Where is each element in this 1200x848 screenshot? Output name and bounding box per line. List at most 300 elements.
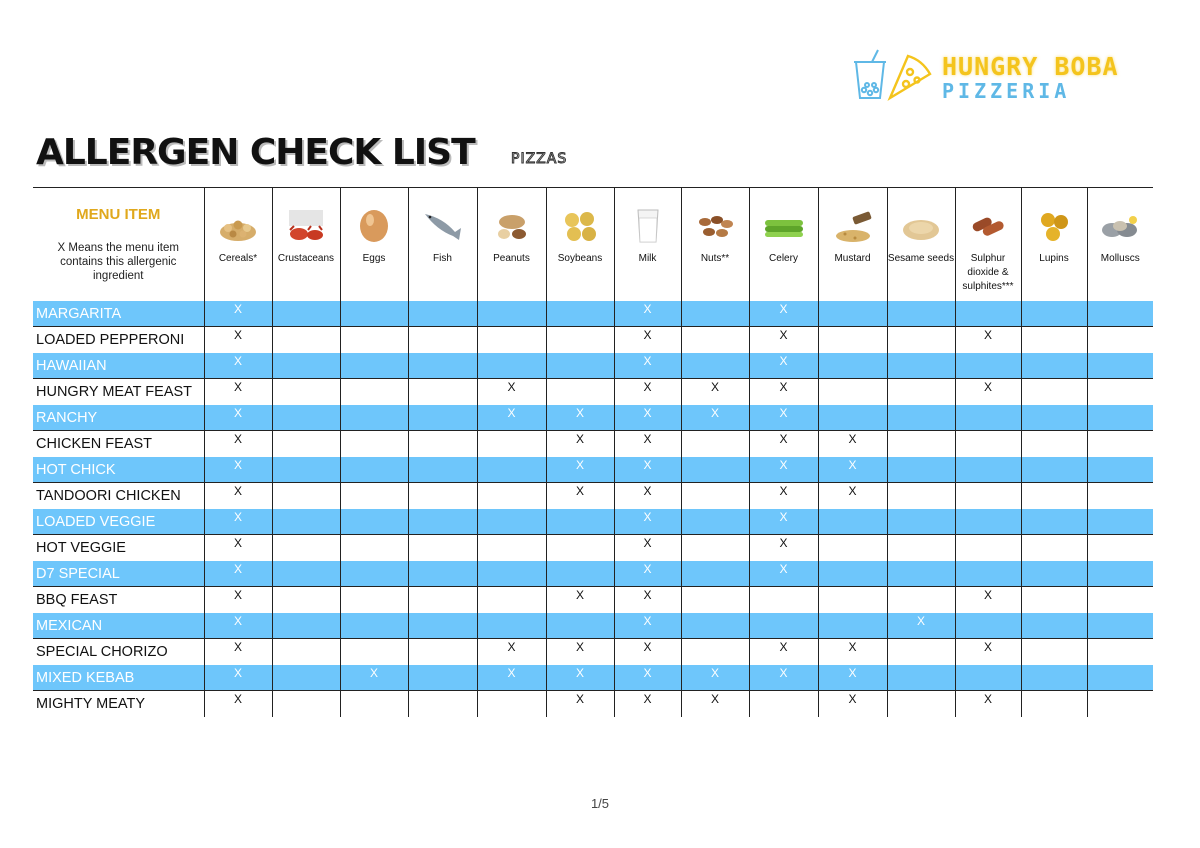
allergen-cell [681,587,749,613]
menu-item-name: LOADED PEPPERONI [33,327,204,353]
allergen-table [33,188,1153,717]
allergen-mark: X [233,665,242,680]
milk-icon [628,208,668,244]
table-row [33,405,1153,431]
allergen-mark: X [643,691,652,706]
allergen-mark: X [779,353,788,368]
allergen-mark: X [233,301,242,316]
allergen-cell [546,353,614,379]
allergen-cell [818,665,887,691]
menu-rows [33,301,1153,717]
allergen-cell [477,483,546,509]
allergen-cell [955,353,1021,379]
allergen-cell [681,379,749,405]
allergen-cell [340,379,408,405]
allergen-label: Molluscs [1100,253,1140,264]
allergen-cell [1087,665,1153,691]
allergen-cell [818,379,887,405]
allergen-mark: X [643,483,652,498]
allergen-label: Celery [769,253,798,264]
allergen-mark: X [233,483,242,498]
allergen-cell [408,327,477,353]
allergen-mark: X [643,327,652,342]
molluscs-icon [1100,208,1140,244]
sulphur-icon [968,208,1008,244]
table-row [33,431,1153,457]
allergen-cell [1087,613,1153,639]
allergen-cell [955,483,1021,509]
allergen-cell [955,691,1021,717]
allergen-cell [818,457,887,483]
brand-logo [850,48,1150,106]
allergen-label: Peanuts [493,253,530,264]
allergen-cell [340,639,408,665]
menu-item-header [33,188,204,301]
allergen-cell [340,457,408,483]
menu-item-title: MENU ITEM [76,206,161,223]
allergen-cell [340,691,408,717]
allergen-cell [408,561,477,587]
allergen-cell [272,405,340,431]
allergen-cell [546,327,614,353]
allergen-cell [204,483,272,509]
allergen-cell [272,509,340,535]
allergen-cell [1087,301,1153,327]
allergen-cell [955,665,1021,691]
menu-item-name: CHICKEN FEAST [33,431,204,457]
allergen-cell [749,483,818,509]
allergen-cell [546,509,614,535]
allergen-mark: X [233,431,242,446]
allergen-cell [477,405,546,431]
allergen-cell [887,665,955,691]
allergen-cell [340,327,408,353]
allergen-label: Eggs [362,253,386,264]
allergen-cell [204,691,272,717]
menu-item-name: MEXICAN [33,613,204,639]
allergen-cell [477,379,546,405]
allergen-cell [818,587,887,613]
allergen-cell [340,665,408,691]
allergen-mark: X [233,379,242,394]
allergen-cell [272,353,340,379]
allergen-cell [818,483,887,509]
allergen-label: Cereals* [218,253,258,264]
allergen-mark: X [233,587,242,602]
menu-item-name: MARGARITA [33,301,204,327]
allergen-cell [818,535,887,561]
allergen-cell [887,587,955,613]
allergen-cell [1021,613,1087,639]
crustaceans-icon [286,208,326,244]
allergen-cell [818,327,887,353]
allergen-cell [408,613,477,639]
allergen-cell [614,379,681,405]
allergen-mark: X [643,353,652,368]
allergen-label: Mustard [834,253,871,264]
allergen-cell [477,431,546,457]
table-row [33,483,1153,509]
allergen-cell [887,613,955,639]
allergen-cell [614,691,681,717]
lupins-icon [1034,208,1074,244]
allergen-cell [204,587,272,613]
allergen-cell [1021,405,1087,431]
allergen-cell [681,535,749,561]
allergen-header-fish [408,188,477,301]
allergen-mark: X [983,587,992,602]
allergen-cell [681,405,749,431]
allergen-mark: X [983,379,992,394]
allergen-mark: X [983,639,992,654]
allergen-cell [681,457,749,483]
allergen-cell [340,405,408,431]
allergen-mark: X [983,327,992,342]
allergen-cell [408,509,477,535]
allergen-cell [340,301,408,327]
allergen-cell [340,561,408,587]
allergen-mark: X [848,639,857,654]
allergen-mark: X [233,405,242,420]
menu-item-name: LOADED VEGGIE [33,509,204,535]
fish-icon [423,208,463,244]
allergen-cell [818,405,887,431]
allergen-cell [1021,509,1087,535]
allergen-cell [408,405,477,431]
allergen-cell [887,301,955,327]
allergen-cell [477,639,546,665]
allergen-cell [477,301,546,327]
allergen-cell [681,639,749,665]
allergen-mark: X [507,379,516,394]
menu-item-name: HAWAIIAN [33,353,204,379]
allergen-mark: X [233,327,242,342]
allergen-cell [614,301,681,327]
allergen-cell [749,327,818,353]
allergen-header-sesame [887,188,955,301]
allergen-mark: X [779,457,788,472]
allergen-cell [887,431,955,457]
allergen-mark: X [848,665,857,680]
allergen-mark: X [233,561,242,576]
allergen-mark: X [779,405,788,420]
allergen-cell [818,691,887,717]
allergen-mark: X [643,535,652,550]
allergen-cell [749,353,818,379]
allergen-cell [1021,301,1087,327]
allergen-cell [681,327,749,353]
allergen-cell [204,379,272,405]
allergen-mark: X [710,691,719,706]
allergen-cell [408,457,477,483]
menu-item-name: BBQ FEAST [33,587,204,613]
allergen-cell [477,665,546,691]
allergen-cell [408,691,477,717]
menu-item-name: RANCHY [33,405,204,431]
table-row [33,613,1153,639]
allergen-cell [1087,431,1153,457]
allergen-mark: X [779,327,788,342]
allergen-cell [818,353,887,379]
allergen-header-milk [614,188,681,301]
menu-item-name: TANDOORI CHICKEN [33,483,204,509]
allergen-cell [272,431,340,457]
allergen-cell [408,431,477,457]
allergen-mark: X [575,483,584,498]
allergen-mark: X [643,509,652,524]
allergen-cell [887,379,955,405]
allergen-cell [272,639,340,665]
allergen-cell [749,691,818,717]
allergen-cell [681,691,749,717]
menu-item-note: X Means the menu item contains this allergenic ingredient [57,242,179,282]
allergen-cell [887,535,955,561]
allergen-label: Soybeans [557,253,603,264]
allergen-mark: X [575,587,584,602]
allergen-cell [955,431,1021,457]
allergen-cell [408,301,477,327]
allergen-cell [204,665,272,691]
allergen-cell [887,353,955,379]
allergen-cell [749,457,818,483]
allergen-cell [272,327,340,353]
allergen-header-soybeans [546,188,614,301]
allergen-cell [818,561,887,587]
allergen-cell [887,691,955,717]
allergen-mark: X [643,301,652,316]
allergen-cell [1021,535,1087,561]
allergen-header-cereals [204,188,272,301]
allergen-cell [1021,379,1087,405]
allergen-cell [204,431,272,457]
allergen-mark: X [779,665,788,680]
allergen-cell [272,665,340,691]
allergen-cell [204,509,272,535]
allergen-cell [1021,457,1087,483]
allergen-cell [408,535,477,561]
allergen-cell [887,639,955,665]
allergen-cell [546,587,614,613]
allergen-cell [1021,587,1087,613]
allergen-mark: X [643,561,652,576]
table-row [33,639,1153,665]
allergen-cell [887,483,955,509]
allergen-cell [681,353,749,379]
allergen-cell [749,561,818,587]
allergen-mark: X [233,509,242,524]
allergen-cell [681,561,749,587]
menu-item-name: MIXED KEBAB [33,665,204,691]
allergen-cell [818,509,887,535]
allergen-cell [749,431,818,457]
allergen-mark: X [983,691,992,706]
allergen-cell [955,405,1021,431]
allergen-mark: X [848,457,857,472]
allergen-cell [272,535,340,561]
allergen-cell [546,301,614,327]
menu-item-name: HOT VEGGIE [33,535,204,561]
allergen-cell [272,379,340,405]
menu-item-name: HUNGRY MEAT FEAST [33,379,204,405]
allergen-label: Milk [638,253,657,264]
allergen-header-molluscs [1087,188,1153,301]
allergen-cell [204,535,272,561]
allergen-cell [272,457,340,483]
allergen-mark: X [710,405,719,420]
allergen-cell [272,691,340,717]
allergen-mark: X [575,457,584,472]
boba-pizza-logo-icon [850,48,936,106]
allergen-label: Sulphur dioxide & sulphites*** [962,253,1014,292]
allergen-header-row [33,188,1153,301]
allergen-cell [614,665,681,691]
allergen-mark: X [507,405,516,420]
allergen-cell [272,613,340,639]
allergen-cell [1087,691,1153,717]
allergen-mark: X [369,665,378,680]
allergen-mark: X [575,665,584,680]
allergen-mark: X [233,639,242,654]
allergen-cell [887,561,955,587]
allergen-header-sulphur [955,188,1021,301]
allergen-cell [955,379,1021,405]
allergen-cell [681,431,749,457]
allergen-mark: X [507,665,516,680]
allergen-cell [955,587,1021,613]
allergen-cell [887,405,955,431]
allergen-cell [477,691,546,717]
allergen-cell [408,483,477,509]
allergen-mark: X [710,379,719,394]
allergen-cell [818,301,887,327]
table-row [33,379,1153,405]
allergen-cell [1021,561,1087,587]
allergen-mark: X [779,639,788,654]
allergen-cell [887,509,955,535]
allergen-cell [614,353,681,379]
allergen-mark: X [643,613,652,628]
table-row [33,665,1153,691]
allergen-header-peanuts [477,188,546,301]
allergen-cell [1087,379,1153,405]
peanuts-icon [492,208,532,244]
allergen-cell [749,665,818,691]
allergen-cell [1021,639,1087,665]
allergen-cell [340,353,408,379]
allergen-cell [614,327,681,353]
allergen-cell [887,457,955,483]
sesame-icon [901,208,941,244]
allergen-mark: X [233,691,242,706]
menu-item-name: MIGHTY MEATY [33,691,204,717]
mustard-icon [833,208,873,244]
allergen-cell [818,431,887,457]
allergen-cell [546,691,614,717]
allergen-cell [204,561,272,587]
allergen-cell [1087,639,1153,665]
allergen-cell [204,327,272,353]
allergen-mark: X [916,613,925,628]
allergen-cell [1021,483,1087,509]
table-row [33,587,1153,613]
allergen-header-nuts [681,188,749,301]
allergen-cell [340,535,408,561]
allergen-cell [749,379,818,405]
table-row [33,353,1153,379]
allergen-cell [749,509,818,535]
allergen-cell [1087,509,1153,535]
allergen-cell [546,431,614,457]
allergen-cell [614,483,681,509]
allergen-cell [1021,353,1087,379]
allergen-cell [749,613,818,639]
table-row [33,535,1153,561]
allergen-cell [272,587,340,613]
allergen-header-crustaceans [272,188,340,301]
allergen-cell [1021,431,1087,457]
allergen-cell [477,353,546,379]
allergen-cell [204,405,272,431]
allergen-cell [1087,587,1153,613]
page-title: ALLERGEN CHECK LIST [36,132,475,173]
allergen-mark: X [848,431,857,446]
table-row [33,509,1153,535]
allergen-label: Lupins [1039,253,1069,264]
allergen-cell [681,301,749,327]
allergen-cell [955,535,1021,561]
allergen-cell [408,379,477,405]
brand-name: HUNGRY BOBA [942,52,1119,81]
allergen-mark: X [779,483,788,498]
allergen-cell [614,405,681,431]
allergen-cell [340,431,408,457]
allergen-header-lupins [1021,188,1087,301]
allergen-cell [477,457,546,483]
allergen-mark: X [710,665,719,680]
allergen-cell [955,561,1021,587]
allergen-cell [955,457,1021,483]
allergen-cell [955,301,1021,327]
allergen-mark: X [779,431,788,446]
table-row [33,561,1153,587]
allergen-cell [477,535,546,561]
allergen-header-celery [749,188,818,301]
allergen-mark: X [779,535,788,550]
menu-item-name: HOT CHICK [33,457,204,483]
allergen-mark: X [779,509,788,524]
allergen-label: Fish [433,253,452,264]
allergen-cell [1087,327,1153,353]
allergen-cell [546,665,614,691]
page-number: 1/5 [590,796,610,811]
allergen-cell [546,613,614,639]
allergen-cell [749,301,818,327]
allergen-cell [1087,353,1153,379]
allergen-cell [272,561,340,587]
allergen-header-eggs [340,188,408,301]
allergen-cell [546,639,614,665]
allergen-cell [477,613,546,639]
allergen-cell [818,639,887,665]
allergen-cell [614,639,681,665]
menu-item-name: D7 SPECIAL [33,561,204,587]
allergen-mark: X [643,639,652,654]
allergen-cell [1087,535,1153,561]
eggs-icon [354,208,394,244]
allergen-cell [1087,457,1153,483]
allergen-cell [546,457,614,483]
allergen-cell [749,639,818,665]
